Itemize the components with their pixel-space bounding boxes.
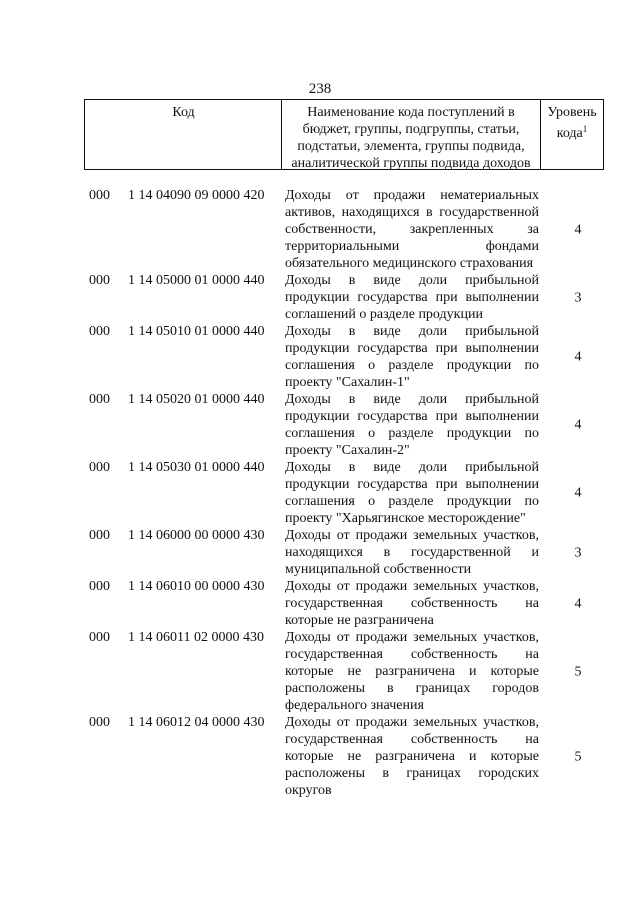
row-prefix: 000 bbox=[89, 579, 110, 594]
row-prefix: 000 bbox=[89, 460, 110, 475]
row-code: 1 14 05020 01 0000 440 bbox=[128, 392, 265, 407]
table-row bbox=[0, 459, 640, 527]
row-code: 1 14 04090 09 0000 420 bbox=[128, 188, 265, 203]
table-row bbox=[0, 629, 640, 714]
row-name: Доходы в виде доли прибыльной продукции государства при выполнении соглашений о разделе продукции bbox=[285, 273, 539, 322]
table-header bbox=[84, 99, 604, 170]
row-level: 4 bbox=[574, 417, 582, 433]
row-prefix: 000 bbox=[89, 528, 110, 543]
table-row bbox=[0, 391, 640, 459]
row-prefix: 000 bbox=[89, 188, 110, 203]
header-name: Наименование кода поступлений в бюджет, группы, подгруппы, статьи, подстатьи, элемента, группы подвида, аналитической группы подвида доходов bbox=[291, 105, 531, 171]
table-body bbox=[0, 187, 640, 799]
row-code: 1 14 05000 01 0000 440 bbox=[128, 273, 265, 288]
row-code: 1 14 05010 01 0000 440 bbox=[128, 324, 265, 339]
row-name: Доходы от продажи земельных участков, государственная собственность на которые не разграничена bbox=[285, 579, 539, 628]
row-name: Доходы от продажи земельных участков, государственная собственность на которые не разграничена и которые расположены в границах городских округов bbox=[285, 715, 539, 798]
page-number: 238 bbox=[308, 81, 332, 97]
row-code: 1 14 06011 02 0000 430 bbox=[128, 630, 264, 645]
header-code: Код bbox=[172, 105, 195, 120]
row-code: 1 14 05030 01 0000 440 bbox=[128, 460, 265, 475]
row-code: 1 14 06000 00 0000 430 bbox=[128, 528, 265, 543]
row-level: 5 bbox=[574, 664, 582, 679]
row-prefix: 000 bbox=[89, 392, 110, 407]
row-level: 4 bbox=[574, 485, 582, 501]
table-row bbox=[0, 187, 640, 272]
row-name: Доходы в виде доли прибыльной продукции государства при выполнении соглашения о разделе продукции по проекту "Сахалин-2" bbox=[285, 392, 539, 458]
table-row bbox=[0, 578, 640, 629]
row-code: 1 14 06012 04 0000 430 bbox=[128, 715, 265, 730]
row-name: Доходы от продажи земельных участков, находящихся в государственной и муниципальной собственности bbox=[285, 528, 539, 577]
row-prefix: 000 bbox=[89, 630, 110, 645]
row-prefix: 000 bbox=[89, 273, 110, 288]
row-name: Доходы в виде доли прибыльной продукции государства при выполнении соглашения о разделе продукции по проекту "Сахалин-1" bbox=[285, 324, 539, 390]
header-level-label: Уровень кода bbox=[547, 105, 597, 141]
row-name: Доходы в виде доли прибыльной продукции государства при выполнении соглашения о разделе продукции по проекту "Харьягинское месторождение" bbox=[285, 460, 539, 526]
table-row bbox=[0, 527, 640, 578]
row-level: 3 bbox=[574, 290, 582, 305]
header-level-footnote: 1 bbox=[582, 124, 588, 134]
row-level: 4 bbox=[574, 349, 582, 365]
row-code: 1 14 06010 00 0000 430 bbox=[128, 579, 265, 594]
row-prefix: 000 bbox=[89, 715, 110, 730]
row-name: Доходы от продажи земельных участков, государственная собственность на которые не разграничена и которые расположены в границах городов федерального значения bbox=[285, 630, 539, 713]
row-name: Доходы от продажи нематериальных активов, находящихся в государственной собственности, закрепленных за территориальными фондами обязательного медицинского страхования bbox=[285, 188, 539, 271]
table-row bbox=[0, 272, 640, 323]
row-level: 3 bbox=[574, 545, 582, 560]
row-prefix: 000 bbox=[89, 324, 110, 339]
header-level bbox=[541, 100, 603, 173]
table-row bbox=[0, 323, 640, 391]
row-level: 4 bbox=[574, 222, 582, 237]
table-row bbox=[0, 714, 640, 799]
row-level: 5 bbox=[574, 749, 582, 764]
row-level: 4 bbox=[574, 596, 582, 611]
